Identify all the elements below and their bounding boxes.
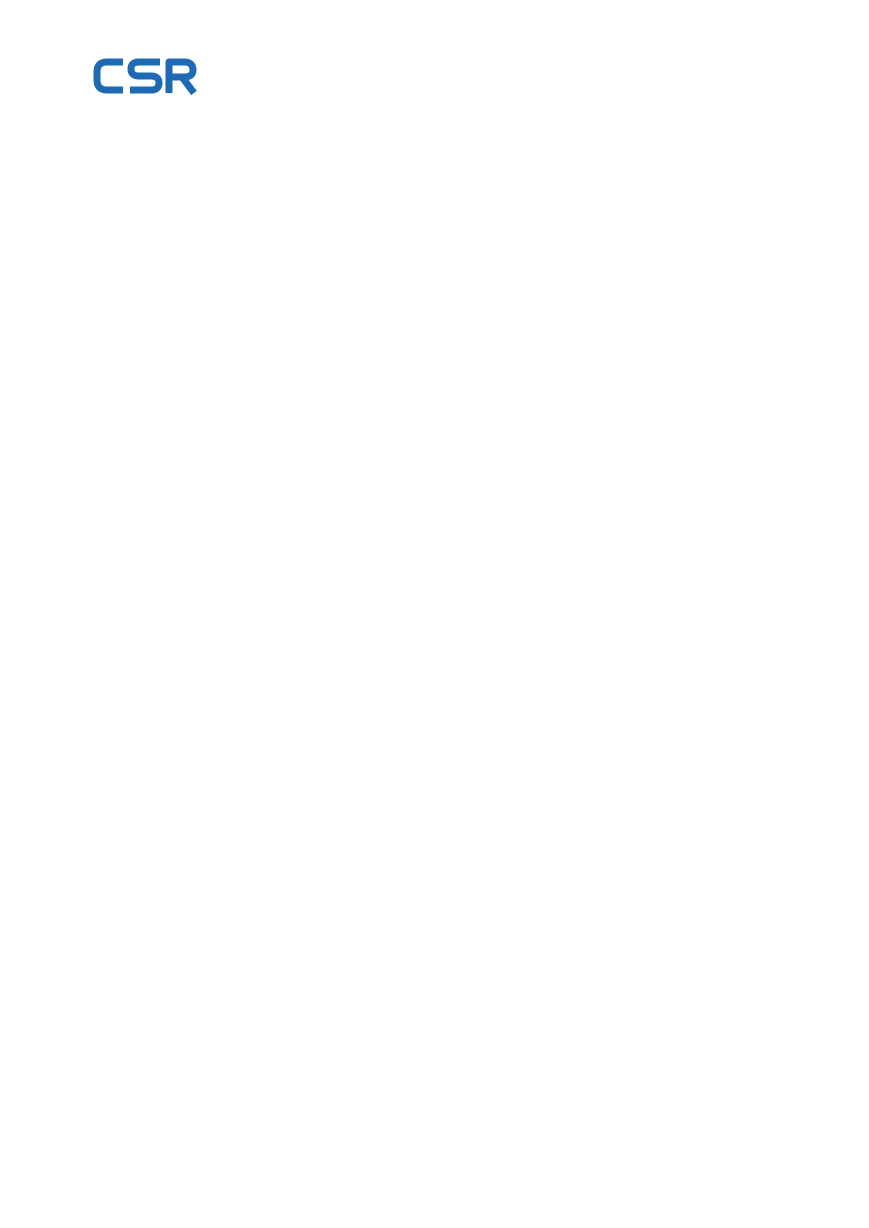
csr-logo [93,56,197,101]
